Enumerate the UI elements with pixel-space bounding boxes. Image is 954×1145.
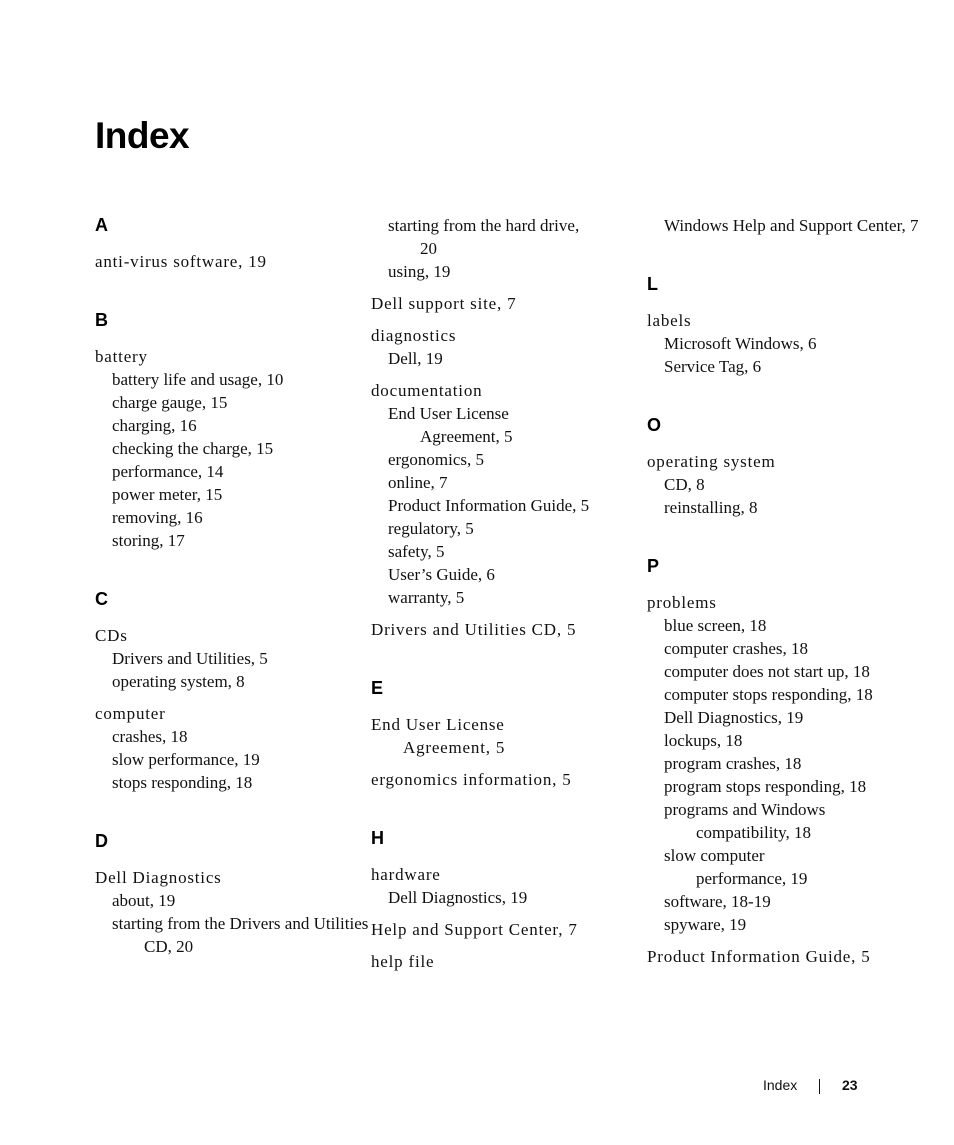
index-entry xyxy=(647,591,917,936)
index-term: battery xyxy=(95,347,148,366)
section-spacer xyxy=(95,794,365,830)
index-term: hardware xyxy=(371,865,441,884)
index-entry xyxy=(647,214,917,237)
section-letter: C xyxy=(95,589,108,609)
index-subterm: charge gauge, 15 xyxy=(112,393,228,412)
section-spacer xyxy=(371,791,641,827)
index-entry xyxy=(95,702,365,794)
section-letter: D xyxy=(95,831,108,851)
index-subterm: storing, 17 xyxy=(112,531,185,550)
index-entry xyxy=(371,863,641,909)
index-term: Drivers and Utilities CD, 5 xyxy=(371,620,577,639)
index-subterm: slow performance, 19 xyxy=(112,750,260,769)
footer-divider xyxy=(819,1079,820,1094)
index-term: CDs xyxy=(95,626,128,645)
index-entry xyxy=(371,918,641,941)
index-subterm: stops responding, 18 xyxy=(112,773,253,792)
section-letter: H xyxy=(371,828,384,848)
index-term: Dell Diagnostics xyxy=(95,868,222,887)
index-subterm: ergonomics, 5 xyxy=(388,450,485,469)
index-subterm: CD, 8 xyxy=(664,475,705,494)
index-subterm: performance, 14 xyxy=(112,462,224,481)
index-subterm: spyware, 19 xyxy=(664,915,747,934)
index-subterm: slow computer performance, 19 xyxy=(664,846,808,888)
index-entry xyxy=(95,866,369,958)
index-entry xyxy=(95,345,365,552)
index-entry xyxy=(647,945,917,968)
index-entry xyxy=(371,379,641,609)
section-letter: B xyxy=(95,310,108,330)
index-term: End User License Agreement, 5 xyxy=(371,715,506,757)
index-subterm: removing, 16 xyxy=(112,508,203,527)
index-subterm: starting from the Drivers and Utilities CD, 20 xyxy=(112,914,369,956)
index-subterm: computer stops responding, 18 xyxy=(664,685,873,704)
index-entry xyxy=(647,309,917,378)
section-spacer xyxy=(371,641,641,677)
index-term: operating system xyxy=(647,452,776,471)
section-letter: E xyxy=(371,678,384,698)
index-subterm: power meter, 15 xyxy=(112,485,223,504)
section-letter: P xyxy=(647,556,660,576)
section-letter: L xyxy=(647,274,658,294)
index-subterm: charging, 16 xyxy=(112,416,197,435)
index-subterm: crashes, 18 xyxy=(112,727,188,746)
index-subterm: Windows Help and Support Center, 7 xyxy=(664,216,919,235)
index-term: labels xyxy=(647,311,692,330)
index-subterm: software, 18-19 xyxy=(664,892,771,911)
index-subterm: reinstalling, 8 xyxy=(664,498,758,517)
index-entry xyxy=(95,250,365,273)
index-term: ergonomics information, 5 xyxy=(371,770,572,789)
index-entry xyxy=(371,618,641,641)
index-subterm: Service Tag, 6 xyxy=(664,357,762,376)
footer-section-label: Index xyxy=(763,1077,798,1093)
page-number: 23 xyxy=(842,1077,858,1093)
index-subterm: about, 19 xyxy=(112,891,176,910)
index-entry xyxy=(371,324,641,370)
index-subterm: battery life and usage, 10 xyxy=(112,370,284,389)
index-term: help file xyxy=(371,952,435,971)
index-subterm: Dell Diagnostics, 19 xyxy=(664,708,804,727)
index-subterm: program crashes, 18 xyxy=(664,754,802,773)
page-footer xyxy=(700,1077,860,1097)
index-subterm: User’s Guide, 6 xyxy=(388,565,495,584)
index-term: documentation xyxy=(371,381,483,400)
section-spacer xyxy=(647,237,917,273)
index-term: diagnostics xyxy=(371,326,457,345)
index-entry xyxy=(371,768,641,791)
index-entry xyxy=(371,292,641,315)
index-entry xyxy=(371,950,641,973)
index-subterm: blue screen, 18 xyxy=(664,616,767,635)
index-entry xyxy=(371,713,641,759)
index-subterm: online, 7 xyxy=(388,473,448,492)
index-term: Product Information Guide, 5 xyxy=(647,947,871,966)
index-subterm: computer crashes, 18 xyxy=(664,639,808,658)
index-subterm: checking the charge, 15 xyxy=(112,439,274,458)
index-column-1 xyxy=(95,214,369,958)
index-entry xyxy=(95,624,365,693)
index-subterm: operating system, 8 xyxy=(112,672,245,691)
index-subterm: Dell Diagnostics, 19 xyxy=(388,888,528,907)
section-spacer xyxy=(95,552,365,588)
index-subterm: using, 19 xyxy=(388,262,451,281)
index-subterm: Drivers and Utilities, 5 xyxy=(112,649,268,668)
index-column-3 xyxy=(647,214,917,968)
index-subterm: program stops responding, 18 xyxy=(664,777,867,796)
index-term: Dell support site, 7 xyxy=(371,294,517,313)
index-term: Help and Support Center, 7 xyxy=(371,920,578,939)
section-spacer xyxy=(647,519,917,555)
index-subterm: starting from the hard drive, 20 xyxy=(388,216,580,258)
page-title: Index xyxy=(95,115,190,156)
section-spacer xyxy=(95,273,365,309)
index-subterm: computer does not start up, 18 xyxy=(664,662,870,681)
index-subterm: regulatory, 5 xyxy=(388,519,474,538)
section-letter: A xyxy=(95,215,108,235)
index-term: problems xyxy=(647,593,717,612)
index-subterm: lockups, 18 xyxy=(664,731,743,750)
index-subterm: End User License Agreement, 5 xyxy=(388,404,513,446)
index-subterm: programs and Windows compatibility, 18 xyxy=(664,800,826,842)
section-spacer xyxy=(647,378,917,414)
index-subterm: warranty, 5 xyxy=(388,588,465,607)
index-subterm: Dell, 19 xyxy=(388,349,443,368)
index-subterm: Product Information Guide, 5 xyxy=(388,496,590,515)
index-column-2 xyxy=(371,214,641,973)
index-term: anti-virus software, 19 xyxy=(95,252,267,271)
index-subterm: safety, 5 xyxy=(388,542,445,561)
index-subterm: Microsoft Windows, 6 xyxy=(664,334,817,353)
index-term: computer xyxy=(95,704,166,723)
index-entry xyxy=(647,450,917,519)
section-letter: O xyxy=(647,415,662,435)
index-entry xyxy=(371,214,641,283)
